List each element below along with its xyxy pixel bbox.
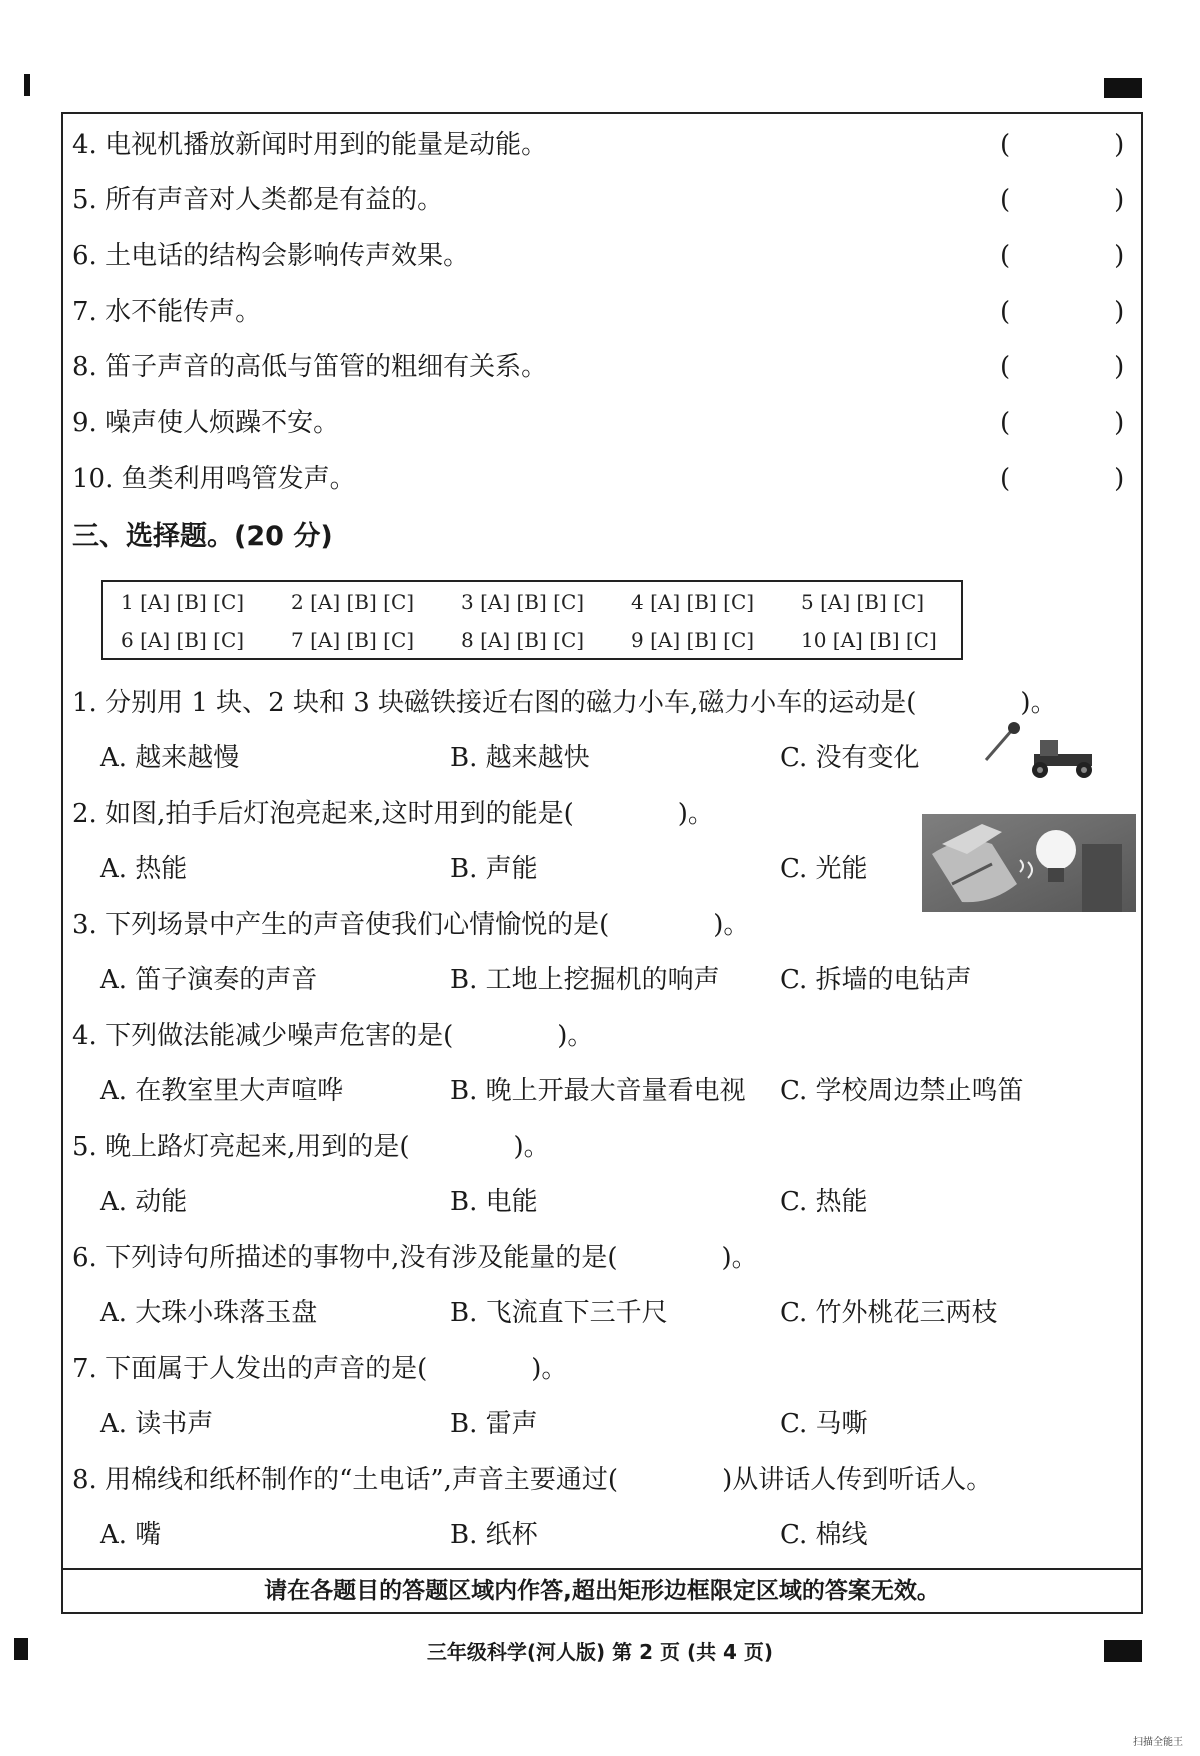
answer-sheet bbox=[101, 580, 963, 660]
question-stem: 7. 下面属于人发出的声音的是( )。 bbox=[72, 1354, 568, 1384]
judgment-item: 5. 所有声音对人类都是有益的。 bbox=[72, 185, 444, 215]
option-a: A. 在教室里大声喧哗 bbox=[100, 1076, 344, 1106]
option-b: B. 飞流直下三千尺 bbox=[450, 1298, 668, 1328]
judgment-item: 9. 噪声使人烦躁不安。 bbox=[72, 408, 340, 438]
answer-option-group[interactable]: 8 [A] [B] [C] bbox=[461, 628, 585, 652]
answer-option-group[interactable]: 7 [A] [B] [C] bbox=[291, 628, 415, 652]
judgment-item: 7. 水不能传声。 bbox=[72, 297, 262, 327]
scanner-logo: 扫描全能王 bbox=[1133, 1737, 1183, 1748]
question-stem: 1. 分别用 1 块、2 块和 3 块磁铁接近右图的磁力小车,磁力小车的运动是( )。 bbox=[72, 688, 1057, 718]
answer-option-group[interactable]: 1 [A] [B] [C] bbox=[121, 590, 245, 614]
option-c: C. 没有变化 bbox=[780, 743, 920, 773]
option-c: C. 光能 bbox=[780, 854, 868, 884]
question-stem: 3. 下列场景中产生的声音使我们心情愉悦的是( )。 bbox=[72, 910, 750, 940]
clapping-light-image bbox=[922, 814, 1136, 912]
option-c: C. 竹外桃花三两枝 bbox=[780, 1298, 998, 1328]
answer-option-group[interactable]: 6 [A] [B] [C] bbox=[121, 628, 245, 652]
option-c: C. 拆墙的电钻声 bbox=[780, 965, 972, 995]
answer-option-group[interactable]: 2 [A] [B] [C] bbox=[291, 590, 415, 614]
answer-sheet-row bbox=[103, 620, 961, 660]
option-b: B. 声能 bbox=[450, 854, 538, 884]
option-c: C. 马嘶 bbox=[780, 1409, 868, 1439]
judgment-answer-blank[interactable]: ( ) bbox=[1000, 297, 1125, 327]
answer-sheet-row bbox=[103, 582, 961, 622]
page-footer: 三年级科学(河人版) 第 2 页 (共 4 页) bbox=[426, 1640, 774, 1664]
answer-option-group[interactable]: 3 [A] [B] [C] bbox=[461, 590, 585, 614]
option-a: A. 笛子演奏的声音 bbox=[100, 965, 318, 995]
question-stem: 4. 下列做法能减少噪声危害的是( )。 bbox=[72, 1021, 594, 1051]
answer-region-notice: 请在各题目的答题区域内作答,超出矩形边框限定区域的答案无效。 bbox=[61, 1568, 1143, 1614]
option-b: B. 电能 bbox=[450, 1187, 538, 1217]
judgment-answer-blank[interactable]: ( ) bbox=[1000, 352, 1125, 382]
judgment-answer-blank[interactable]: ( ) bbox=[1000, 408, 1125, 438]
option-b: B. 雷声 bbox=[450, 1409, 538, 1439]
option-a: A. 嘴 bbox=[100, 1520, 162, 1550]
judgment-answer-blank[interactable]: ( ) bbox=[1000, 185, 1125, 215]
option-a: A. 读书声 bbox=[100, 1409, 214, 1439]
question-stem: 2. 如图,拍手后灯泡亮起来,这时用到的能是( )。 bbox=[72, 799, 714, 829]
registration-mark-top-left bbox=[24, 74, 30, 96]
magnet-car-image bbox=[980, 718, 1110, 788]
option-a: A. 越来越慢 bbox=[100, 743, 240, 773]
answer-option-group[interactable]: 9 [A] [B] [C] bbox=[631, 628, 755, 652]
judgment-item: 8. 笛子声音的高低与笛管的粗细有关系。 bbox=[72, 352, 548, 382]
option-b: B. 越来越快 bbox=[450, 743, 590, 773]
answer-option-group[interactable]: 10 [A] [B] [C] bbox=[801, 628, 937, 652]
option-c: C. 棉线 bbox=[780, 1520, 868, 1550]
option-c: C. 学校周边禁止鸣笛 bbox=[780, 1076, 1024, 1106]
answer-option-group[interactable]: 4 [A] [B] [C] bbox=[631, 590, 755, 614]
question-stem: 5. 晚上路灯亮起来,用到的是( )。 bbox=[72, 1132, 550, 1162]
judgment-item: 10. 鱼类利用鸣管发声。 bbox=[72, 464, 356, 494]
judgment-answer-blank[interactable]: ( ) bbox=[1000, 464, 1125, 494]
answer-option-group[interactable]: 5 [A] [B] [C] bbox=[801, 590, 925, 614]
section-title: 三、选择题。(20 分) bbox=[72, 521, 333, 552]
registration-mark-top-right bbox=[1104, 78, 1142, 98]
judgment-item: 6. 土电话的结构会影响传声效果。 bbox=[72, 241, 470, 271]
option-b: B. 工地上挖掘机的响声 bbox=[450, 965, 720, 995]
option-c: C. 热能 bbox=[780, 1187, 868, 1217]
judgment-answer-blank[interactable]: ( ) bbox=[1000, 130, 1125, 160]
judgment-item: 4. 电视机播放新闻时用到的能量是动能。 bbox=[72, 130, 548, 160]
question-stem: 8. 用棉线和纸杯制作的“土电话”,声音主要通过( )从讲话人传到听话人。 bbox=[72, 1465, 993, 1495]
option-b: B. 晚上开最大音量看电视 bbox=[450, 1076, 746, 1106]
option-a: A. 动能 bbox=[100, 1187, 188, 1217]
judgment-answer-blank[interactable]: ( ) bbox=[1000, 241, 1125, 271]
option-a: A. 大珠小珠落玉盘 bbox=[100, 1298, 318, 1328]
option-a: A. 热能 bbox=[100, 854, 188, 884]
question-stem: 6. 下列诗句所描述的事物中,没有涉及能量的是( )。 bbox=[72, 1243, 758, 1273]
option-b: B. 纸杯 bbox=[450, 1520, 538, 1550]
